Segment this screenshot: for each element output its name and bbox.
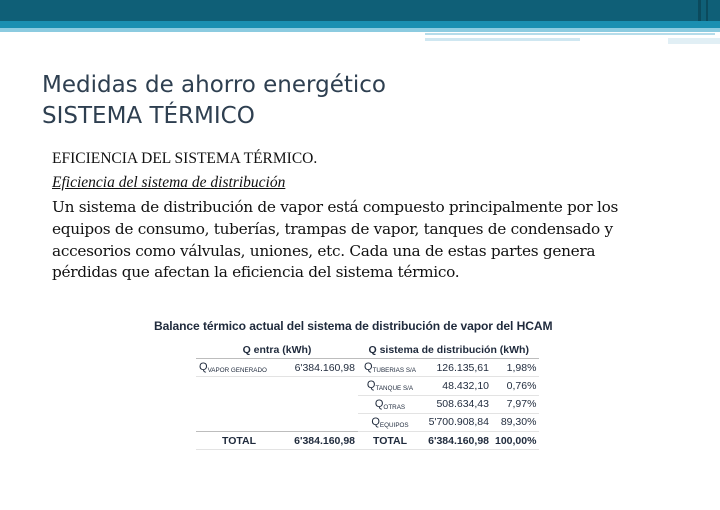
cell-pct: 0,76%: [492, 377, 539, 395]
header-q-entra: Q entra (kWh): [196, 341, 358, 359]
banner-band-light: [0, 28, 720, 32]
top-banner: [0, 0, 720, 48]
table-row: [196, 395, 539, 413]
balance-table: [196, 341, 539, 450]
cell-pct: 89,30%: [492, 413, 539, 431]
cell-pct: 7,97%: [492, 395, 539, 413]
slide-title: [42, 70, 386, 132]
cell-out-label: $Q_{TANQUE S/A}$: [358, 377, 422, 395]
banner-line: [668, 38, 720, 44]
table-row: [196, 377, 539, 395]
banner-tick: [698, 0, 701, 21]
cell-total-out-label: TOTAL: [358, 431, 422, 449]
banner-line: [425, 33, 715, 35]
header-q-sistema: Q sistema de distribución (kWh): [358, 341, 539, 359]
table-header-row: [196, 341, 539, 359]
cell-in-label: $Q_{VAPOR GENERADO}$: [196, 359, 282, 377]
cell-in-value: 6'384.160,98: [282, 359, 358, 377]
banner-band-dark: [0, 0, 720, 21]
section-heading: EFICIENCIA DEL SISTEMA TÉRMICO.: [52, 150, 318, 167]
table-title: Balance térmico actual del sistema de distribución de vapor del HCAM: [154, 319, 553, 333]
slide-title-line2: SISTEMA TÉRMICO: [42, 103, 255, 129]
cell-out-label: $Q_{EQUIPOS}$: [358, 413, 422, 431]
cell-out-value: 126.135,61: [422, 359, 492, 377]
cell-empty: [196, 377, 282, 395]
cell-empty: [196, 413, 282, 431]
table-row: [196, 359, 539, 377]
section-subheading: Eficiencia del sistema de distribución: [52, 174, 286, 191]
cell-empty: [282, 395, 358, 413]
cell-out-label: $Q_{OTRAS}$: [358, 395, 422, 413]
table-total-row: [196, 431, 539, 449]
cell-empty: [282, 413, 358, 431]
cell-total-out-value: 6'384.160,98: [422, 431, 492, 449]
cell-out-label: $Q_{TUBERIAS S/A}$: [358, 359, 422, 377]
banner-line: [425, 38, 580, 41]
table-row: [196, 413, 539, 431]
cell-out-value: 508.634,43: [422, 395, 492, 413]
cell-empty: [282, 377, 358, 395]
banner-tick: [706, 0, 708, 21]
cell-pct: 1,98%: [492, 359, 539, 377]
cell-empty: [196, 395, 282, 413]
cell-out-value: 5'700.908,84: [422, 413, 492, 431]
section-paragraph: Un sistema de distribución de vapor está compuesto principalmente por los equipos de consumo, tuberías, trampas de vapor, tanques de condensado y accesorios como válvulas, uniones, etc. Cada una de estas partes genera pérdidas que afectan la eficiencia del sistema térmico.: [52, 198, 619, 282]
cell-total-pct: 100,00%: [492, 431, 539, 449]
slide-title-line1: Medidas de ahorro energético: [42, 72, 386, 98]
cell-total-in-label: TOTAL: [196, 431, 282, 449]
banner-band-mid: [0, 21, 720, 28]
cell-out-value: 48.432,10: [422, 377, 492, 395]
cell-total-in-value: 6'384.160,98: [282, 431, 358, 449]
